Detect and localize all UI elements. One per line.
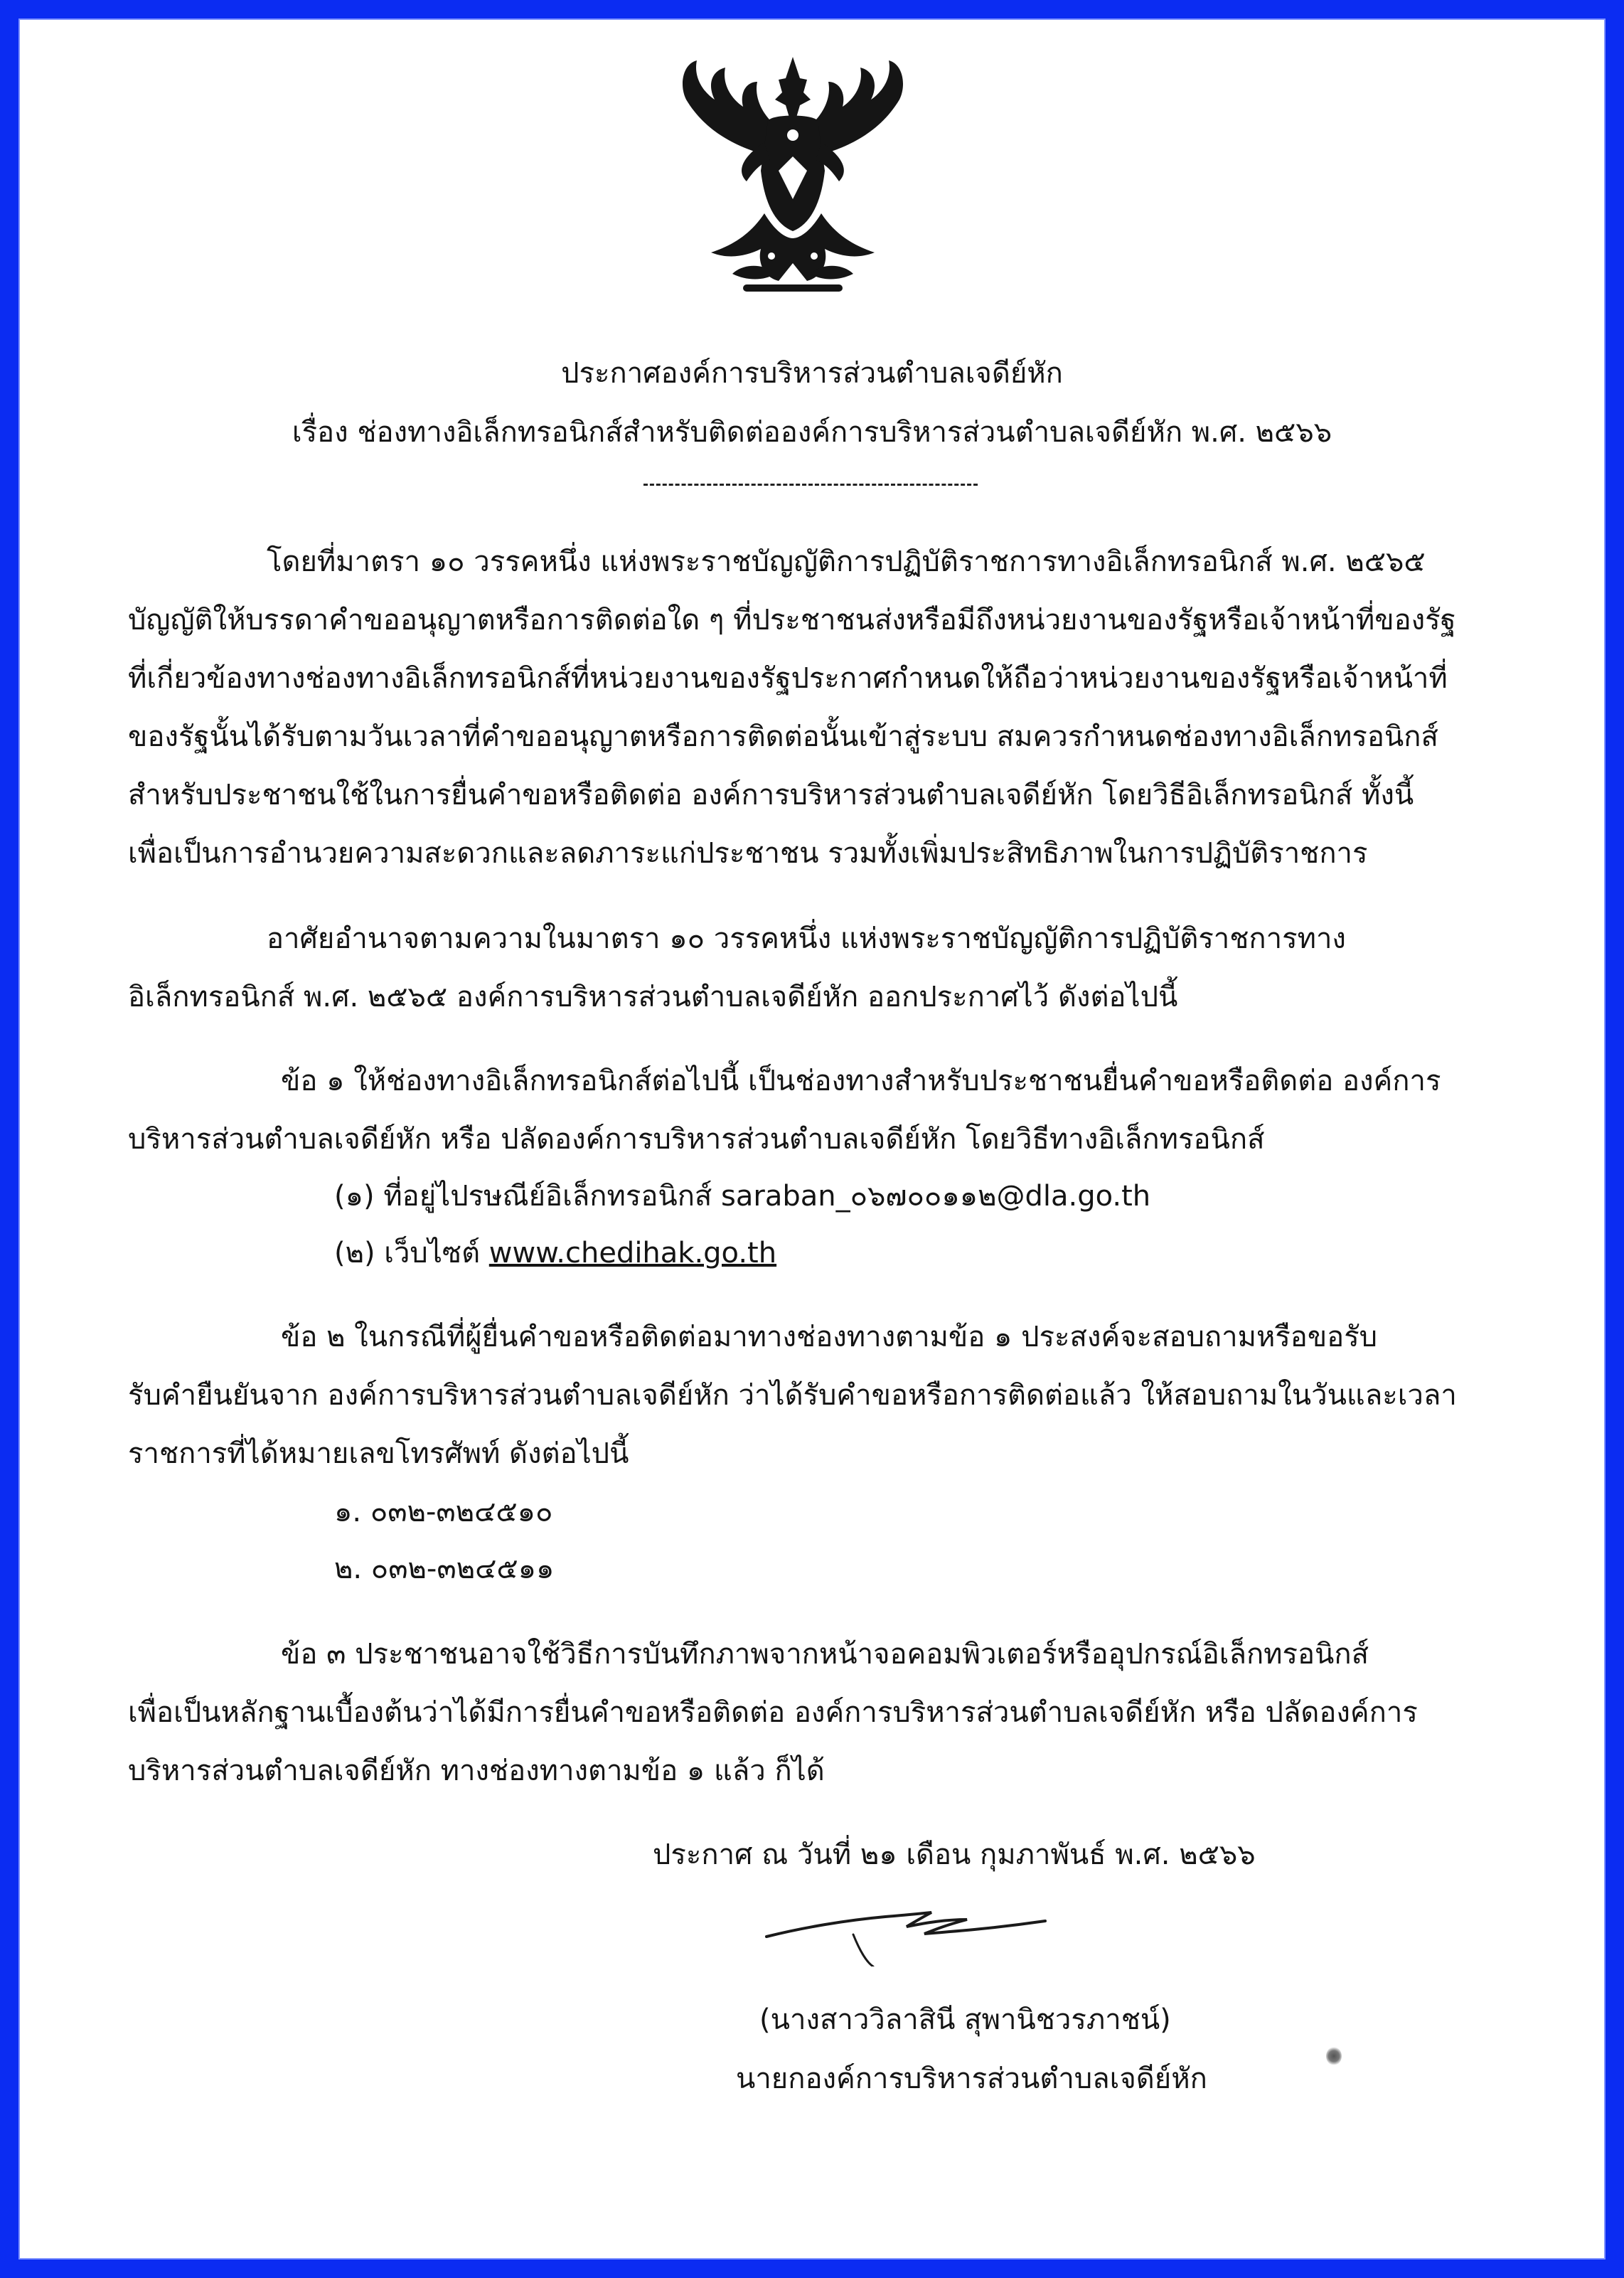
clause3-line: บริหารส่วนตำบลเจดีย์หัก ทางช่องทางตามข้อ ๑ แล้ว ก็ได้ [128, 1755, 825, 1787]
clause3-line: เพื่อเป็นหลักฐานเบื้องต้นว่าได้มีการยื่นคำขอหรือติดต่อ องค์การบริหารส่วนตำบลเจดีย์หัก หรือ ปลัดองค์การ [128, 1696, 1418, 1729]
para1-line: ที่เกี่ยวข้องทางช่องทางอิเล็กทรอนิกส์ที่หน่วยงานของรัฐประกาศกำหนดให้ถือว่าหน่วยงานของรัฐหรือเจ้าหน้าที่ [128, 662, 1448, 695]
phone-number: ๒. ๐๓๒-๓๒๔๕๑๑ [334, 1553, 555, 1585]
clause2-line: รับคำยืนยันจาก องค์การบริหารส่วนตำบลเจดีย์หัก ว่าได้รับคำขอหรือการติดต่อแล้ว ให้สอบถามในวันและเวลา [128, 1379, 1457, 1412]
ink-speck [1326, 2047, 1342, 2065]
title-divider [643, 484, 978, 486]
clause2-line: ข้อ ๒ ในกรณีที่ผู้ยื่นคำขอหรือติดต่อมาทางช่องทางตามข้อ ๑ ประสงค์จะสอบถามหรือขอรับ [281, 1321, 1378, 1353]
signer-name: (นางสาววิลาสินี สุพานิชวรภาชน์) [759, 2003, 1171, 2036]
handwritten-signature [754, 1860, 1074, 1966]
announcement-subject: เรื่อง ช่องทางอิเล็กทรอนิกส์สำหรับติดต่อองค์การบริหารส่วนตำบลเจดีย์หัก พ.ศ. ๒๕๖๖ [292, 416, 1332, 449]
para2-line: อิเล็กทรอนิกส์ พ.ศ. ๒๕๖๕ องค์การบริหารส่วนตำบลเจดีย์หัก ออกประกาศไว้ ดังต่อไปนี้ [128, 981, 1178, 1013]
para1-line: เพื่อเป็นการอำนวยความสะดวกและลดภาระแก่ประชาชน รวมทั้งเพิ่มประสิทธิภาพในการปฏิบัติราชการ [128, 837, 1368, 870]
para1-line: ของรัฐนั้นได้รับตามวันเวลาที่คำขออนุญาตหรือการติดต่อนั้นเข้าสู่ระบบ สมควรกำหนดช่องทางอิเล็กทรอนิกส์ [128, 720, 1438, 753]
para2-line: อาศัยอำนาจตามความในมาตรา ๑๐ วรรคหนึ่ง แห่งพระราชบัญญัติการปฏิบัติราชการทาง [267, 922, 1346, 955]
garuda-emblem-icon [658, 50, 928, 306]
clause2-line: ราชการที่ได้หมายเลขโทรศัพท์ ดังต่อไปนี้ [128, 1437, 629, 1470]
announcement-date: ประกาศ ณ วันที่ ๒๑ เดือน กุมภาพันธ์ พ.ศ. ๒๕๖๖ [653, 1838, 1256, 1871]
phone-number: ๑. ๐๓๒-๓๒๔๕๑๐ [334, 1496, 553, 1528]
clause1-line: ข้อ ๑ ให้ช่องทางอิเล็กทรอนิกส์ต่อไปนี้ เป็นช่องทางสำหรับประชาชนยื่นคำขอหรือติดต่อ องค์การ [281, 1065, 1441, 1097]
email-contact: (๑) ที่อยู่ไปรษณีย์อิเล็กทรอนิกส์ saraban_๐๖๗๐๐๑๑๒@dla.go.th [334, 1180, 1151, 1213]
clause1-line: บริหารส่วนตำบลเจดีย์หัก หรือ ปลัดองค์การบริหารส่วนตำบลเจดีย์หัก โดยวิธีทางอิเล็กทรอนิกส์ [128, 1123, 1265, 1156]
website-contact [334, 1232, 776, 1274]
announcement-title: ประกาศองค์การบริหารส่วนตำบลเจดีย์หัก [561, 357, 1063, 390]
clause3-line: ข้อ ๓ ประชาชนอาจใช้วิธีการบันทึกภาพจากหน้าจอคอมพิวเตอร์หรืออุปกรณ์อิเล็กทรอนิกส์ [281, 1638, 1369, 1671]
para1-line: บัญญัติให้บรรดาคำขออนุญาตหรือการติดต่อใด ๆ ที่ประชาชนส่งหรือมีถึงหน่วยงานของรัฐหรือเจ้าหน้าที่ของรัฐ [128, 604, 1456, 637]
website-link[interactable]: www.chedihak.go.th [488, 1237, 777, 1270]
para1-line: โดยที่มาตรา ๑๐ วรรคหนึ่ง แห่งพระราชบัญญัติการปฏิบัติราชการทางอิเล็กทรอนิกส์ พ.ศ. ๒๕๖๕ [267, 545, 1426, 578]
website-label: (๒) เว็บไซต์ [334, 1237, 489, 1270]
para1-line: สำหรับประชาชนใช้ในการยื่นคำขอหรือติดต่อ องค์การบริหารส่วนตำบลเจดีย์หัก โดยวิธีอิเล็กทรอนิกส์ ทั้งนี้ [128, 779, 1414, 811]
signer-title: นายกองค์การบริหารส่วนตำบลเจดีย์หัก [736, 2063, 1207, 2095]
